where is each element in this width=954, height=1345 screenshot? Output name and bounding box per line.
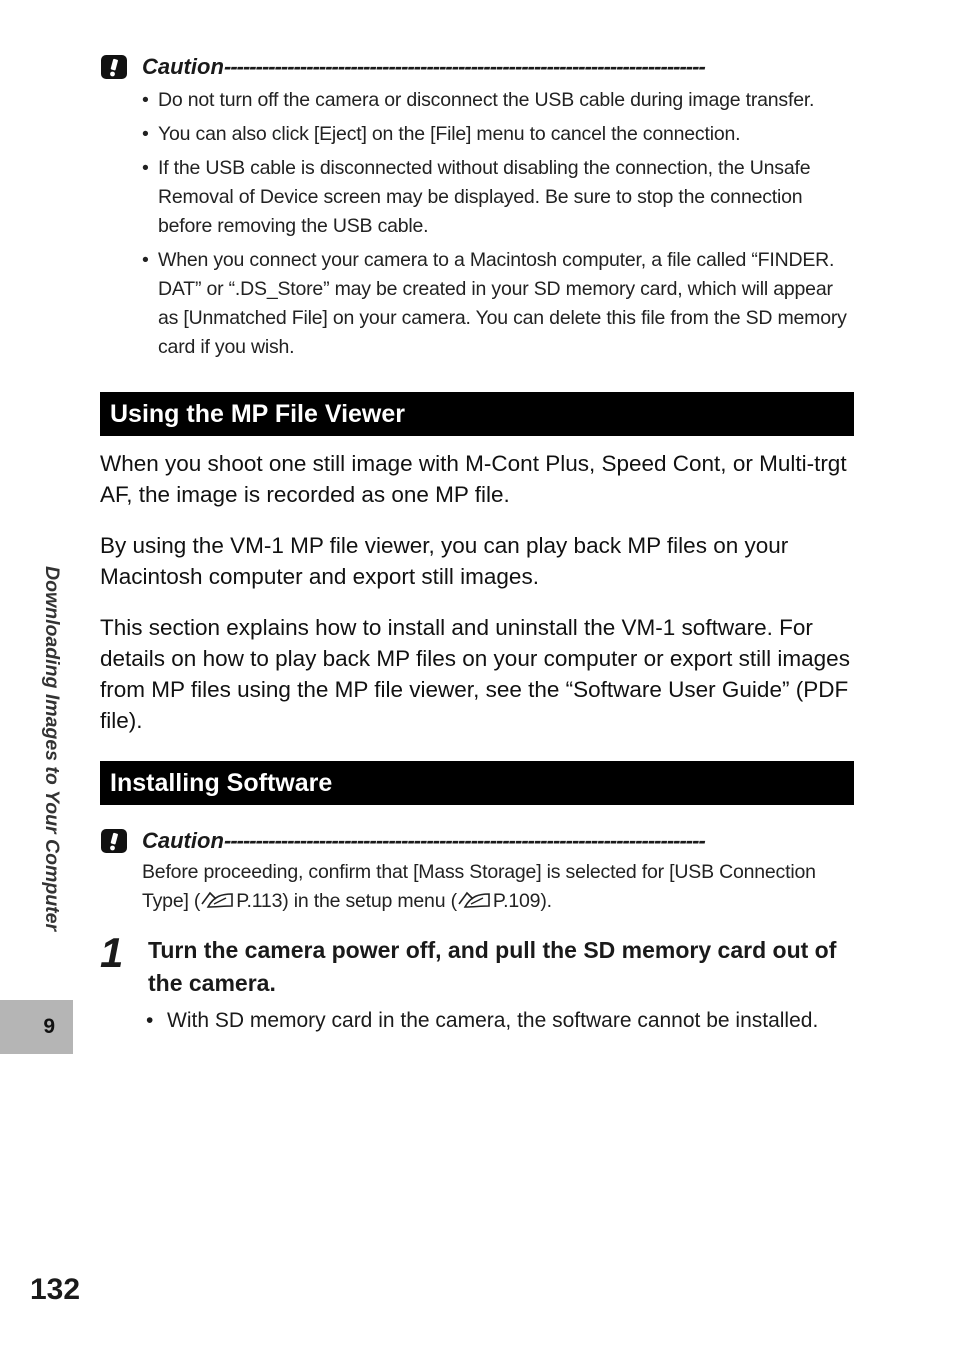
section-heading-text: Installing Software	[110, 769, 333, 797]
paragraph: By using the VM-1 MP file viewer, you can play back MP files on your Macintosh computer and export still images.	[100, 533, 789, 589]
caution-header	[100, 52, 854, 82]
caution-icon	[100, 54, 128, 80]
caution-title: Caution	[142, 54, 224, 79]
step-note	[146, 1006, 857, 1035]
caution-title: Caution	[142, 828, 224, 853]
paragraph: This section explains how to install and uninstall the VM-1 software. For details on how to play back MP files on your computer or export still images from MP files using the MP file viewer, see the “Software User Guide” (PDF file).	[100, 615, 850, 733]
caution-header	[100, 826, 854, 856]
page-reference-icon[interactable]	[457, 890, 493, 910]
chapter-title-vertical: Downloading Images to Your Computer	[41, 566, 63, 932]
caution-list	[142, 86, 854, 367]
caution-text-part: ) in the setup menu (	[282, 890, 457, 912]
chapter-number: 9	[43, 1015, 55, 1038]
step-number: 1	[100, 929, 124, 976]
caution-item: • If the USB cable is disconnected without disabling the connection, the Unsafe Removal of Device screen may be displayed. Be sure to stop the connection before removing the USB cable.	[142, 154, 854, 241]
caution-text	[142, 858, 854, 916]
caution-dashes: ----------------------------------------------------------------------------	[224, 54, 705, 79]
page-reference-icon[interactable]	[200, 890, 236, 910]
section-heading-mp-file-viewer	[100, 392, 854, 436]
caution-text-part: ).	[540, 890, 552, 912]
caution-text-part: Before proceeding, confirm that [Mass Storage] is selected for [USB Connection Type] (	[142, 861, 816, 912]
bullet: •	[146, 1009, 154, 1032]
caution-item: • Do not turn off the camera or disconnect the USB cable during image transfer.	[142, 86, 854, 115]
caution-icon	[100, 828, 128, 854]
chapter-tab	[0, 1000, 73, 1054]
step-note-text: With SD memory card in the camera, the software cannot be installed.	[167, 1009, 819, 1032]
section-heading-installing-software	[100, 761, 854, 805]
paragraph: When you shoot one still image with M-Cont Plus, Speed Cont, or Multi-trgt AF, the image is recorded as one MP file.	[100, 451, 847, 507]
caution-item: • You can also click [Eject] on the [File] menu to cancel the connection.	[142, 120, 854, 149]
section-heading-text: Using the MP File Viewer	[110, 400, 405, 428]
page-number: 132	[30, 1273, 81, 1306]
caution-item: • When you connect your camera to a Macintosh computer, a file called “FINDER. DAT” or “.DS_Store” may be created in your SD memory card, which will appear as [Unmatched File] on your camera. You can delete this file from the SD memory card if you wish.	[142, 246, 854, 362]
page-reference-link[interactable]: P.113	[236, 890, 283, 912]
step-instruction: Turn the camera power off, and pull the SD memory card out of the camera.	[148, 937, 837, 996]
page-reference-link[interactable]: P.109	[492, 890, 541, 912]
caution-dashes: ----------------------------------------------------------------------------	[224, 828, 705, 853]
